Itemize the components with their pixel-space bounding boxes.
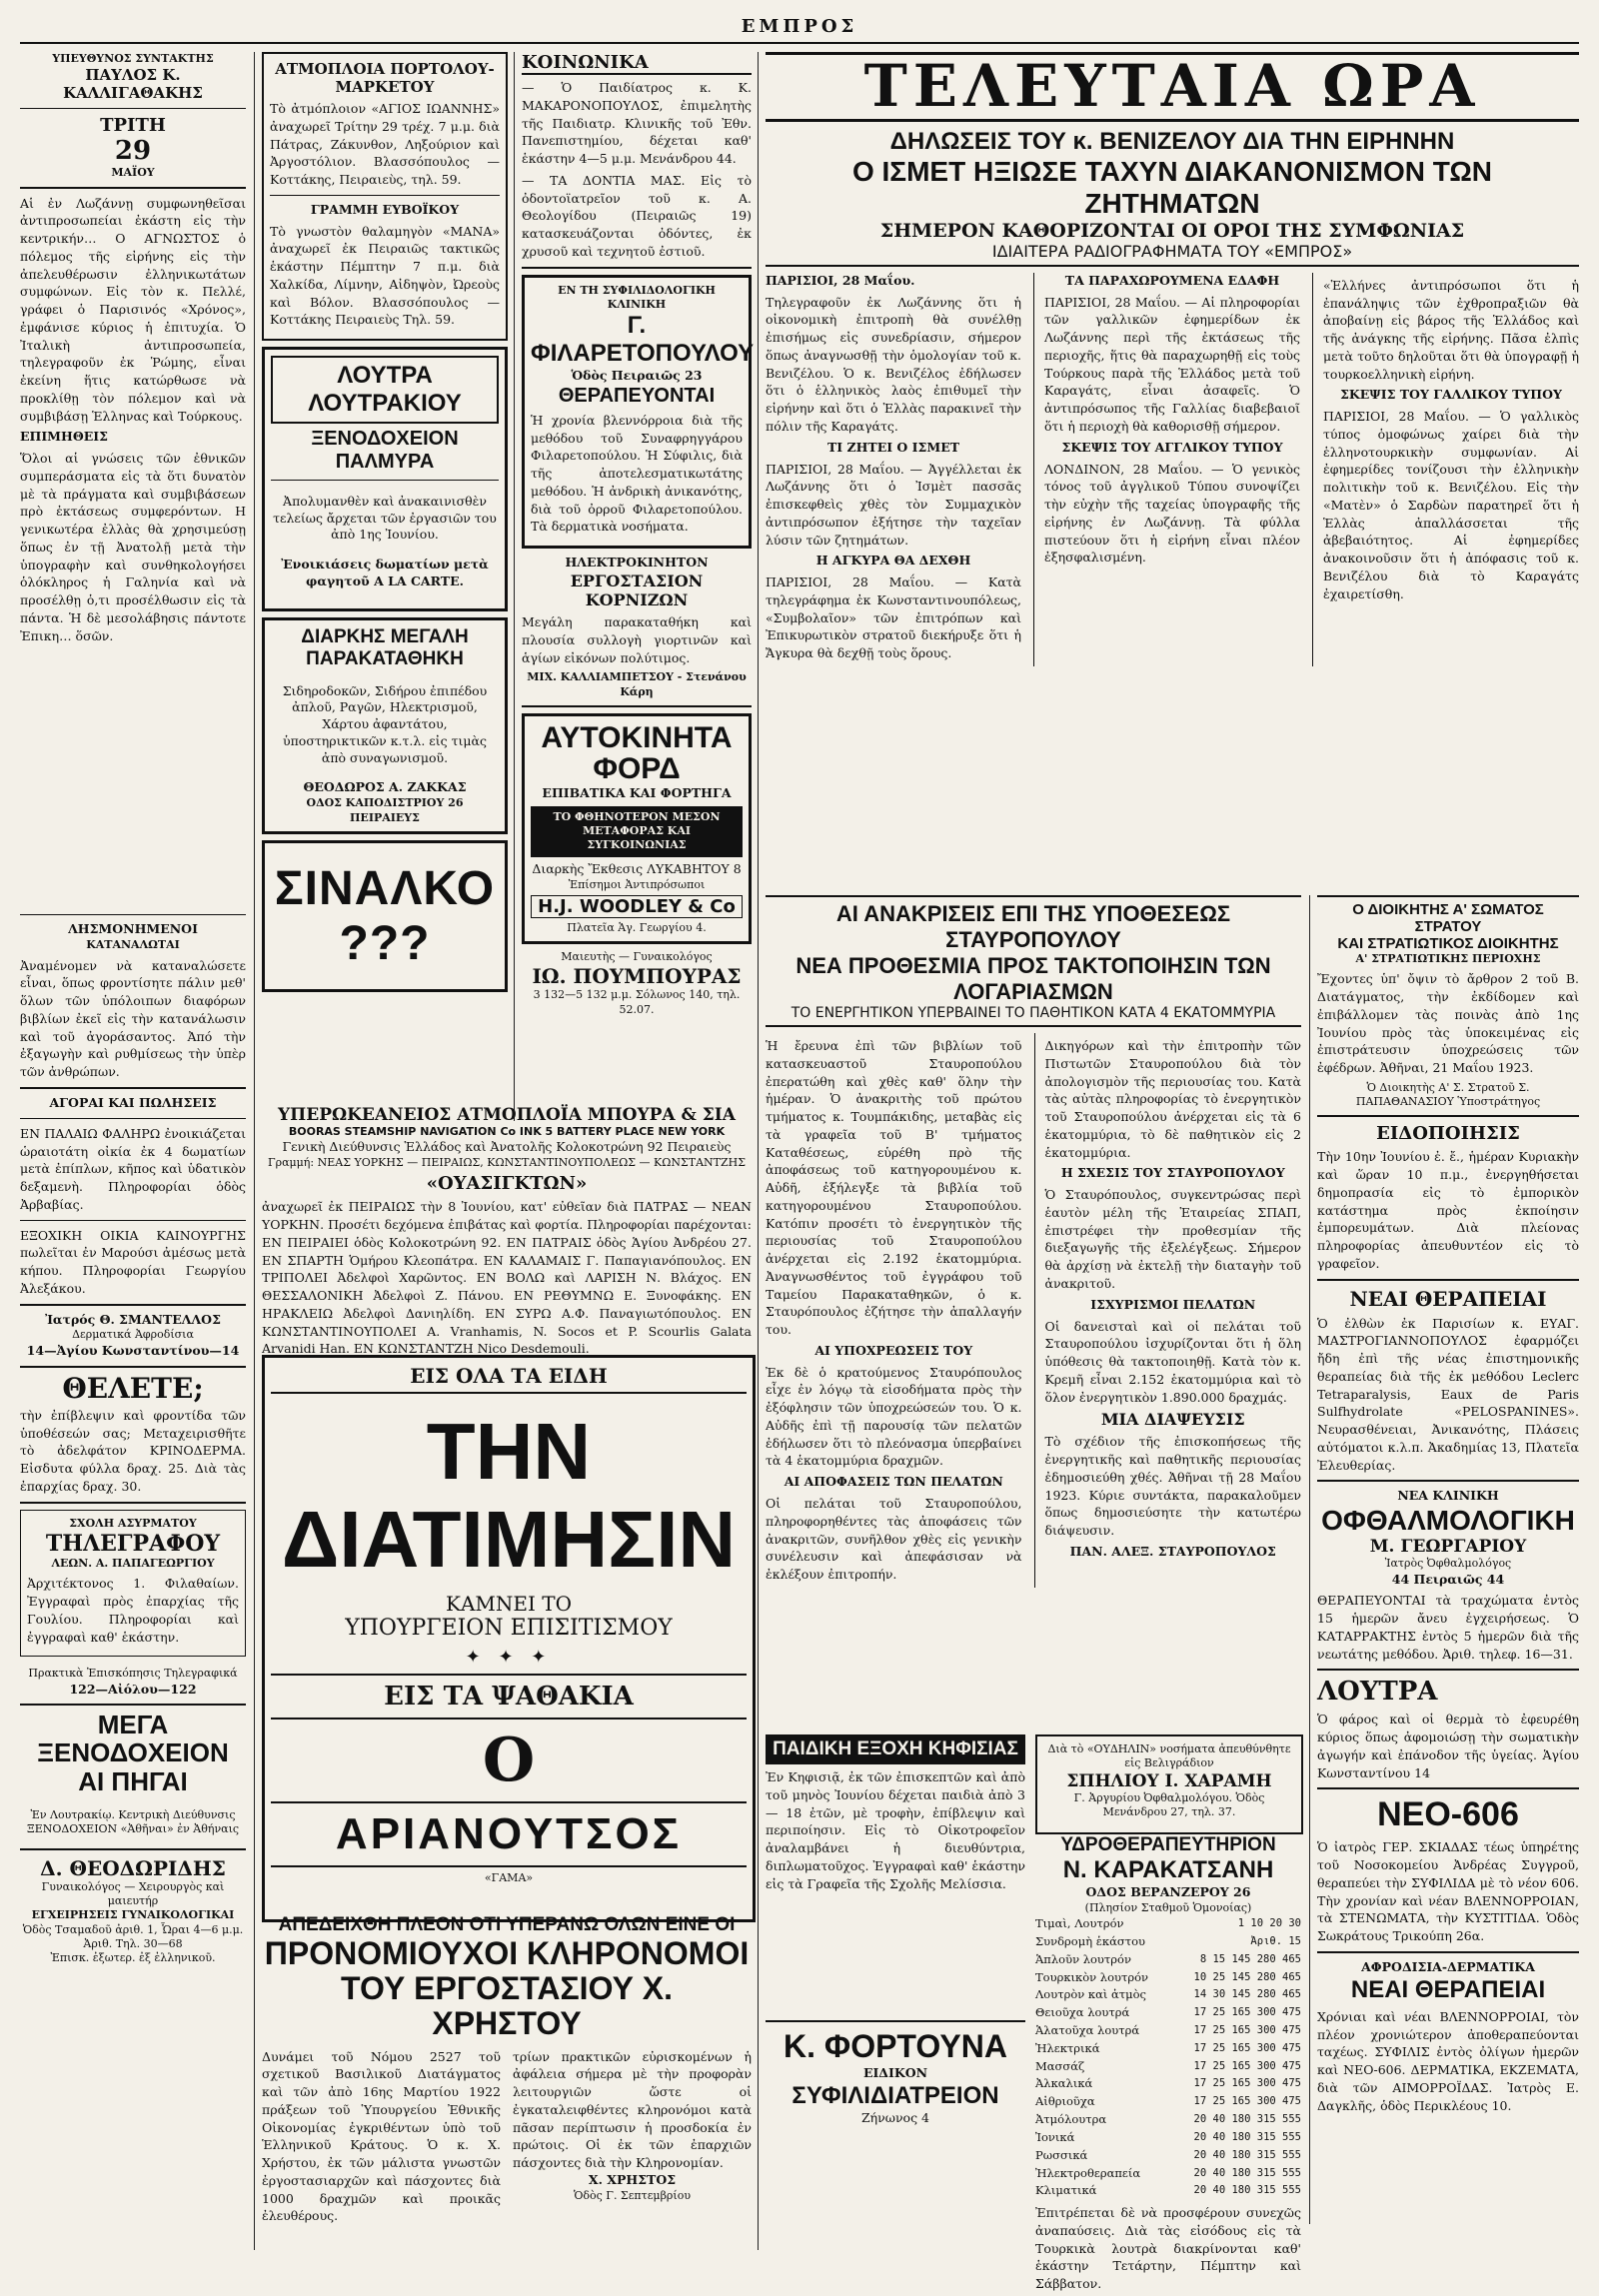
spa-pre: Διὰ τὸ «ΟΥΔΗΛΙΝ» νοσήματα ἀπευθύνθητε εἰς Βελιγράδιον xyxy=(1047,1742,1291,1770)
doctor-smantellos-addr: 14—Ἀγίου Κωνσταντίνου—14 xyxy=(26,1342,240,1358)
hydro-title: ΥΔΡΟΘΕΡΑΠΕΥΤΗΡΙΟΝ xyxy=(1060,1834,1276,1855)
hydro-price-label: Ἁπλοῦν λουτρόν xyxy=(1035,1951,1131,1966)
column-left xyxy=(20,52,246,2250)
hydro-addr: ΟΔΟΣ ΒΕΡΑΝΖΕΡΟΥ 26 xyxy=(1085,1884,1251,1899)
stav-a-sub2: ΑΙ ΑΠΟΦΑΣΕΙΣ ΤΩΝ ΠΕΛΑΤΩΝ xyxy=(784,1474,1003,1490)
doctor-smantellos-line: Δερματικά Ἀφροδίσια xyxy=(72,1328,194,1342)
loutra-text: Ἀπολυμανθὲν καὶ ἀνακαινισθὲν τελείως ἄρχεται τῶν ἐργασιῶν του ἀπὸ 1ης Ἰουνίου. xyxy=(273,493,497,543)
hydro-price-values: 17 25 165 300 475 xyxy=(1193,2006,1301,2019)
news-b-sub2: ΣΚΕΨΙΣ ΤΟΥ ΑΓΓΛΙΚΟΥ ΤΥΠΟΥ xyxy=(1061,439,1283,455)
storage-text: Σιδηροδοκῶν, Σιδήρου ἐπιπέδου ἀπλοῦ, Ραγῶν, Ηλεκτρισμοῦ, Χάρτου ἀφαντάτου, ὑποστηρικτικῶν κ.τ.λ. εἰς τιμὰς ἀπὸ συναγωνισμοῦ. xyxy=(282,682,488,765)
sinalko-ad: ΣΙΝΑΛΚΟ ??? xyxy=(262,840,508,992)
hydro-price-label: Ἰονικά xyxy=(1035,2129,1075,2144)
stav-b-sub3: ΜΙΑ ΔΙΑΨΕΥΣΙΣ xyxy=(1100,1410,1245,1430)
line-evvoikou-title: ΓΡΑΜΜΗ ΕΥΒΟΪΚΟΥ xyxy=(310,201,460,217)
blank-space xyxy=(20,648,246,908)
hotel-title: ΜΕΓΑ ΞΕΝΟΔΟΧΕΙΟΝ xyxy=(37,1710,229,1767)
hydro-price-row xyxy=(1035,2075,1301,2093)
stav-a-sub: ΑΙ ΥΠΟΧΡΕΩΣΕΙΣ ΤΟΥ xyxy=(814,1342,973,1358)
social-text: — Ὁ Παιδίατρος κ. Κ. ΜΑΚΑΡΟΝΟΠΟΥΛΟΣ, ἐπιμελητὴς τῆς Παιδιατρ. Κλινικῆς τοῦ Ἐθν. Πανεπιστημίου, δέχεται καθ' ἑκάστην 4—5 μ.μ. Μενάνδρου 44. xyxy=(522,80,752,166)
thelete-title: ΘΕΛΕΤΕ; xyxy=(62,1371,204,1405)
ari-brand: ΑΡΙΑΝΟΥΤΣΟΣ xyxy=(271,1801,747,1867)
mil-sign: Ὁ Διοικητὴς Α' Σ. Στρατοῦ Σ. ΠΑΠΑΘΑΝΑΣΙΟΥ Ὑποστράτηγος xyxy=(1355,1080,1541,1109)
ship-portolou-title: ΑΤΜΟΠΛΟΙΑ ΠΟΡΤΟΛΟΥ-ΜΑΡΚΕΤΟΥ xyxy=(275,60,495,96)
hydro-price-label: Αἰθριοῦχα xyxy=(1035,2094,1095,2109)
doctor-theodoridis-name: Δ. ΘΕΟΔΩΡΙΔΗΣ xyxy=(40,1855,226,1880)
cars-rep: Ἐπίσημοι Ἀντιπρόσωποι xyxy=(568,877,706,891)
hydro-price-row xyxy=(1035,1933,1301,1951)
stav-h1: ΑΙ ΑΝΑΚΡΙΣΕΙΣ ΕΠΙ ΤΗΣ ΥΠΟΘΕΣΕΩΣ ΣΤΑΥΡΟΠΟΥΛΟΥ xyxy=(766,895,1301,953)
news-c-text2: ΠΑΡΙΣΙΟΙ, 28 Μαΐου. — Ὁ γαλλικὸς τύπος ὁμοφώνως χαίρει διὰ τὴν ἑλληνοτουρκικὴν συμφωνίαν. Αἱ ἐφημερίδες τονίζουσι τὴν ἐλληνικὴν πολιτικὴν τοῦ κ. Βενιζέλου. Εἰς τὴν «Ματὲν» ὁ Σαρδὼν παρατηρεῖ ὅτι ἡ Ἑλλὰς ἀπαλλάσσεται τῆς ἀβεβαιότητος. Αἱ ἐφημερίδες ἀνακοινοῦσιν ὅτι ἡ ἀπόφασις τοῦ κ. Βενιζέλου διὰ τὸ Καραγάτς ἐχαιρετίσθη. xyxy=(1323,409,1579,601)
midwife-line: Μαιευτὴς — Γυναικολόγος xyxy=(561,950,713,964)
hydro-price-label: Θειοῦχα λουτρά xyxy=(1035,2005,1130,2020)
clinic-heal: ΘΕΡΑΠΕΥΟΝΤΑΙ xyxy=(558,384,716,407)
mpoura-ship: «ΟΥΑΣΙΓΚΤΩΝ» xyxy=(426,1173,588,1195)
hydro-price-values: 17 25 165 300 475 xyxy=(1193,2095,1301,2108)
hydro-price-values: 17 25 165 300 475 xyxy=(1193,2041,1301,2054)
hydro-price-row xyxy=(1035,1915,1301,1933)
eye-addr: 44 Πειραιῶς 44 xyxy=(1391,1571,1505,1587)
hydro-price-values: 17 25 165 300 475 xyxy=(1193,2077,1301,2090)
hydro-price-label: Μασσάζ xyxy=(1035,2058,1085,2073)
hydro-price-values: 10 25 145 280 465 xyxy=(1193,1970,1301,1983)
social-title: ΚΟΙΝΩΝΙΚΑ xyxy=(522,52,752,75)
editor-name: ΠΑΥΛΟΣ Κ. ΚΑΛΛΙΓΑΘΑΚΗΣ xyxy=(63,66,203,103)
masthead xyxy=(20,16,1579,44)
ad-lesmonimenoi-sub: ΚΑΤΑΝΑΛΩΤΑΙ xyxy=(86,938,180,952)
cars-sub: ΕΠΙΒΑΤΙΚΑ ΚΑΙ ΦΟΡΤΗΓΑ xyxy=(542,784,732,800)
neo606-title: ΝΕΟ-606 xyxy=(1377,1795,1519,1834)
school-title: ΣΧΟΛΗ ΑΣΥΡΜΑΤΟΥ xyxy=(69,1516,197,1530)
hydro-price-values: Ἀριθ. 15 xyxy=(1250,1934,1301,1947)
notice-text: Τὴν 10ην Ἰουνίου ἐ. ἔ., ἡμέραν Κυριακὴν καὶ ὥραν 10 π.μ., ἐνεργηθήσεται δημοπρασία εἰς τὸ ἐμπορικὸν κατάστημα πρὸς ἐκποίησιν ἐμπορευμάτων. Διὰ πλείονας πληροφορίας ἀπευθυντέον εἰς τὸ γραφεῖον. xyxy=(1317,1149,1579,1271)
issue-date: 29 xyxy=(114,136,152,167)
heirs-sign-addr: Ὁδὸς Γ. Σεπτεμβρίου xyxy=(573,2188,692,2202)
ad-fortouna xyxy=(766,2014,1025,2234)
eye-line: Ἰατρὸς Ὀφθαλμολόγος xyxy=(1384,1557,1512,1571)
neai-title: ΝΕΑΙ ΘΕΡΑΠΕΙΑΙ xyxy=(1349,1286,1547,1311)
stav-a-text3: Οἱ πελάται τοῦ Σταυροπούλου, πληροφορηθέντες τὰς ἀποφάσεις τῶν ἀνακριτῶν, συνῆλθον χθὲς εἰς γενικὴν συνέλευσιν καὶ ἀπεφάσισαν νὰ ἐκλέξουν ἐπιτροπήν. xyxy=(766,1496,1022,1582)
ari-line4: Ο xyxy=(482,1725,536,1795)
hydro-price-row xyxy=(1035,2040,1301,2058)
headline-venizelos: ΔΗΛΩΣΕΙΣ ΤΟΥ κ. ΒΕΝΙΖΕΛΟΥ ΔΙΑ ΤΗΝ ΕΙΡΗΝΗΝ xyxy=(889,127,1455,155)
column-right-lower xyxy=(1317,895,1579,2224)
midwife-addr: 3 132—5 132 μ.μ. Σόλωνος 140, τηλ. 52.07. xyxy=(533,988,741,1016)
hydro-price-label: Τουρκικὸν λουτρόν xyxy=(1035,1969,1149,1984)
clinic-addr: Ὁδὸς Πειραιῶς 23 xyxy=(571,368,703,384)
hydro-price-row xyxy=(1035,2129,1301,2147)
hydro-price-row xyxy=(1035,2111,1301,2129)
editor-label: ΥΠΕΥΘΥΝΟΣ ΣΥΝΤΑΚΤΗΣ xyxy=(52,52,214,65)
line-evvoikou-text: Τὸ γνωστὸν θαλαμηγὸν «ΜΑΝΑ» ἀναχωρεῖ ἐκ Πειραιῶς τακτικῶς ἑκάστην Πέμπτην 7 π.μ. διὰ Χαλκίδα, Λίμνην, Αἰδηψὸν, Ὠρεοὺς καὶ Βόλον. Βλασσόπουλος — Κοττάκης Πειραιεὺς Τηλ. 59. xyxy=(270,223,500,328)
heirs-title2: ΠΡΟΝΟΜΙΟΥΧΟΙ ΚΛΗΡΟΝΟΜΟΙ xyxy=(264,1935,750,1971)
mpoura-en-line: BOORAS STEAMSHIP NAVIGATION Co INK 5 BATTERY PLACE NEW YORK xyxy=(288,1125,726,1138)
headline-radiograms: ΙΔΙΑΙΤΕΡΑ ΡΑΔΙΟΓΡΑΦΗΜΑΤΑ ΤΟΥ «ΕΜΠΡΟΣ» xyxy=(766,242,1579,267)
school-name: ΤΗΛΕΓΡΑΦΟΥ xyxy=(45,1531,221,1557)
article-lozanne: Αἱ ἐν Λωζάννῃ συμφωνηθεῖσαι ἀντιπροσωπείαι ἐκάστη εἰς τὴν κεντρικήν… Ο ΑΓΝΩΣΤΟΣ ὁ πόλεμος τῆς εἰρήνης εἰς τὴν ἀπελευθέρωσιν ἐλληνικωτάτων συμφώνων. Εἰς τὸν κ. Πελλέ, γράφει ὁ Παρισινός «Χρόνος», ἐμφάνισε κύριος ἡ ἐπιτυχία. Ὁ Ἰταλικὴ ἀντιπροσωπεία, τηλεγραφοῦν ἐκ Ῥώμης, εἶναι ἐκείνη ἥτις κατώρθωσε νὰ προκλίθῃ τὸν πόλεμον καὶ νὰ συμβιβάσῃ Ἑλληνας καὶ Τούρκους. xyxy=(20,195,246,424)
banner-teleftaia-ora: ΤΕΛΕΥΤΑΙΑ ΩΡΑ xyxy=(766,52,1579,122)
derm-text: Χρόνιαι καὶ νέαι ΒΛΕΝΝΟΡΡΟΙΑΙ, τὸν πλέον χρονιώτερον ἀποθεραπεύονται ταχέως. ΣΥΦΙΛΙΣ ἐντὸς ὀλίγων ἡμερῶν καὶ ΝΕΟ-606. ΔΕΡΜΑΤΙΚΑ, ΕΚΖΕΜΑΤΑ, διὰ τῶν ΑΙΜΟΡΡΟΪΔΑΣ. Ἰατρὸς Ε. Δαγκλῆς, ὁδὸς Περικλέους 10. xyxy=(1317,2008,1579,2113)
derm-title: ΑΦΡΟΔΙΣΙΑ-ΔΕΡΜΑΤΙΚΑ xyxy=(1361,1958,1535,1974)
stavropoulos-section xyxy=(766,895,1301,1715)
hydro-price-row xyxy=(1035,1969,1301,1987)
eye-pre: ΝΕΑ ΚΛΙΝΙΚΗ xyxy=(1397,1488,1499,1504)
ad-lesmonimenoi-text: Ἀναμένομεν νὰ καταναλώσετε εἶναι, ὅπως φροντίσητε πάλιν μεθ' ὅλων τῶν ὑπόλοιπων διαφόρων βιβλίων ἐκεῖ εἰς τὴν κατανάλωσιν καὶ τοῦ ἀγοράσαντος. Ἀπό τὴν ἐξαγωγὴν καὶ ρυθμίσεως τὴν ὑπὲρ τῶν ἀνθρώπων. xyxy=(20,957,246,1080)
ari-tag: «ΓΑΜΑ» xyxy=(484,1871,534,1884)
heirs-text-right: τρίων πρακτικῶν εὐρισκομένων ἡ ἀφάλεια σήμερα μὲ τὴν προφορὰν λειτουργιῶν ὥστε οἱ ἐγκαταλειφθέντες κληρονόμοι κατὰ πᾶσαν περίπτωσιν ἡ προσδοκία ἐν πρώτοις. Οἱ ἐκ τῶν ἐπαρχιῶν πάσχοντες διὰ τὴν Κληρονομίαν. xyxy=(513,2048,752,2171)
column-ads-3 xyxy=(522,52,755,1091)
hydro-price-values: 1 10 20 30 xyxy=(1237,1917,1301,1930)
hydro-sub: (Πλησίον Σταθμοῦ Ὁμονοίας) xyxy=(1084,1900,1252,1914)
stav-b-sub2: ΙΣΧΥΡΙΣΜΟΙ ΠΕΛΑΤΩΝ xyxy=(1090,1296,1256,1312)
news-c-text1: «Ἑλλήνες ἀντιπρόσωποι ὅτι ἡ ἐπανάληψις τῶν ἐχθροπραξιῶν θὰ ἀποβαίνῃ εἰς βάρος τῆς Ἑλλάδος καὶ τῆς ἀνάγκης τῆς εἰρήνης. Πᾶσα ἐλπὶς μετὰ τοῦτο δηλοῦται ὅτι θὰ ὑπογραφῇ ἡ τουρκοελληνικὴ εἰρήνη. xyxy=(1323,277,1579,382)
ad-charamis xyxy=(1035,1734,1303,1834)
midwife-name: ΙΩ. ΠΟΥΜΠΟΥΡΑΣ xyxy=(532,964,742,989)
loutra2-text: Ὁ φάρος καὶ οἱ θερμὰ τὸ ἐφευρέθη κύριος ὅπως ἀφομοιώσῃ τὴν σωματικὴν ἀγωγήν καὶ ἐπάνοδον τῆς ὑγείας. Ἁγίου Κωνσταντίνου 14 xyxy=(1317,1712,1579,1780)
loutra2-title: ΛΟΥΤΡΑ xyxy=(1317,1677,1438,1708)
stav-h3: ΤΟ ΕΝΕΡΓΗΤΙΚΟΝ ΥΠΕΡΒΑΙΝΕΙ ΤΟ ΠΑΘΗΤΙΚΟΝ ΚΑΤΑ 4 ΕΚΑΤΟΜΜΥΡΙΑ xyxy=(766,1005,1301,1027)
headline-terms: ΣΗΜΕΡΟΝ ΚΑΘΟΡΙΖΟΝΤΑΙ ΟΙ ΟΡΟΙ ΤΗΣ ΣΥΜΦΩΝΙΑΣ xyxy=(879,219,1465,242)
column-rule xyxy=(514,52,515,1121)
cars-exhibit: Διαρκὴς Ἔκθεσις ΛΥΚΑΒΗΤΟΥ 8 xyxy=(532,860,742,876)
column-rule xyxy=(1309,895,1310,2224)
ari-line2: ΥΠΟΥΡΓΕΙΟΝ ΕΠΙΣΙΤΙΣΜΟΥ xyxy=(345,1616,673,1641)
clinic-name: Γ. ΦΙΛΑΡΕΤΟΠΟΥΛΟΥ xyxy=(531,312,755,368)
notice-title: ΕΙΔΟΠΟΙΗΣΙΣ xyxy=(1376,1123,1520,1145)
ad-mpoura-shipping xyxy=(262,1105,752,1357)
fortouna-line: ΕΙΔΙΚΟΝ xyxy=(862,2065,928,2080)
storage-name: ΘΕΟΔΩΡΟΣ Α. ΖΑΚΚΑΣ xyxy=(303,779,467,795)
neai-text: Ὁ ἐλθὼν ἐκ Παρισίων κ. ΕΥΑΓ. ΜΑΣΤΡΟΓΙΑΝΝΟΠΟΥΛΟΣ ἐφαρμόζει ἤδη ἐπὶ τῆς νέας ἐπιστημονικῆς θεραπείας διὰ τῆς ἐκ μεθόδου Leclerc Tetraparalysis, Eaux de Paris Sulfhydrolate «PELOSPANINES». Νευρασθένειαι, Ἀνικανότης, Πλάσεις αὐτόματοι κ.λ.π. Ἀκαδημίας 13, Πλατεῖα Ἐλευθερίας. xyxy=(1317,1315,1579,1473)
ari-line1: ΚΑΜΝΕΙ ΤΟ xyxy=(446,1592,572,1616)
hydro-price-label: Ἀτμόλουτρα xyxy=(1035,2112,1107,2127)
masthead-title: ΕΜΠΡΟΣ xyxy=(741,16,858,37)
stav-a-text2: Ἐκ δὲ ὁ κρατούμενος Σταυρόπουλος εἶχε ἐν λόγῳ τὰ εἰσοδήματα πρὸς τὴν ἐξόφλησιν τῶν ὑποχρεώσεών του. Ὁ κ. Αὐδῆς ἐπὶ τῇ παρουσίᾳ τῶν πελατῶν ἐδήλωσεν ὅτι τὸ πλεόνασμα ὑπερβαίνει τὰ 4 ἑκατομμύρια δραχμῶν. xyxy=(766,1364,1022,1469)
hydro-price-values: 17 25 165 300 475 xyxy=(1193,2059,1301,2072)
mil-title3: Α' ΣΤΡΑΤΙΩΤΙΚΗΣ ΠΕΡΙΟΧΗΣ xyxy=(1355,952,1541,965)
practical-label: Πρακτικὰ Ἐπισκόπησις Τηλεγραφικά xyxy=(28,1667,238,1681)
column-ads-2 xyxy=(262,52,508,1091)
loutra-food: Ἐνοικιάσεις δωματίων μετὰ φαγητοῦ A LA CARTE. xyxy=(281,556,489,588)
ornament: ✦ ✦ ✦ xyxy=(465,1647,553,1668)
subhead-epimitheis: ΕΠΙΜΗΘΕΙΣ xyxy=(20,429,108,445)
mpoura-text: ἀναχωρεῖ ἐκ ΠΕΙΡΑΙΩΣ τὴν 8 Ἰουνίου, κατ' εὐθεῖαν διὰ ΠΑΤΡΑΣ — ΝΕΑΝ ΥΟΡΚΗΝ. Προσέτι δεχόμενα ἐπιβάτας καὶ φορτία. Πληροφορίαι παρέχονται: ΕΝ ΠΕΙΡΑΙΕΙ ὁδὸς Κολοκοτρώνη 92. ΕΝ ΠΑΤΡΑΙΣ ὁδὸς Ἁγίου Ἀνδρέου 27. ΕΝ ΣΠΑΡΤΗ Ὁμήρου Κλεοπάτρα. ΕΝ ΚΑΛΑΜΑΙΣ Γ. Παπαγιανόπουλος. ΕΝ ΤΡΙΠΟΛΕΙ Ἀδελφοὶ Χαρῶντος. ΕΝ ΒΟΛΩ καὶ ΛΑΡΙΣΗ Ν. Βλάχος. ΕΝ ΘΕΣΣΑΛΟΝΙΚΗ Ἀδελφοὶ Ζ. Πάνου. ΕΝ ΡΕΘΥΜΝΩ Ε. Ξυνοφάκης. ΕΝ ΗΡΑΚΛΕΙΩ Ἀδελφοὶ Δανιηλίδη. ΕΝ ΣΥΡΩ Α.Φ. Παναγιωτόπουλος. ΕΝ ΚΩΝΣΤΑΝΤΙΝΟΥΠΟΛΕΙ A. Vranhamis, N. Socos et P. Scourlis Galata Arvanidi Han. ΕΝ ΚΩΝΣΤΑΝΤΖΗ Nico Desdemouli. xyxy=(262,1199,752,1357)
hydro-price-row xyxy=(1035,2147,1301,2165)
fortouna-title: ΣΥΦΙΛΙΔΙΑΤΡΕΙΟΝ xyxy=(792,2081,999,2109)
hydro-price-label: Ρωσσικά xyxy=(1035,2147,1088,2162)
dental-text: — ΤΑ ΔΟΝΤΙΑ ΜΑΣ. Εἰς τὸ ὀδοντοϊατρεῖον τοῦ κ. Α. Θεολογίδου (Πειραιῶς 19) κατασκευάζονται ὀδόντες, ἐκ χρυσοῦ καὶ τεχνητοῦ ἐστιοῦ. xyxy=(522,172,752,259)
hydro-price-values: 20 40 180 315 555 xyxy=(1193,2166,1301,2179)
neo606-text: Ὁ ἰατρὸς ΓΕΡ. ΣΚΙΑΔΑΣ τέως ὑπηρέτης τοῦ Νοσοκομείου Ἀνδρέας Συγγροῦ, θεραπεύει τὴν ΣΥΦΙΛΙΔΑ μὲ τὸ νέον 606. Τὴν χρονίαν καὶ νέαν ΒΛΕΝΝΟΡΡΟΙΑΝ, τὰ ΣΤΕΝΩΜΑΤΑ, τὴν ΚΥΣΤΙΤΙΔΑ. Ὁδὸς Σωκράτους Τρικούπη 26α. xyxy=(1317,1839,1579,1944)
hydro-price-values: 17 25 165 300 475 xyxy=(1193,2024,1301,2037)
article-epimitheis: Ὅλοι αἱ γνώσεις τῶν ἐθνικῶν συμπεράσματα εἰς τὰ ὅτι δυνατὸν μὲ τὰ πράγματα καὶ συμβιβάσεων πρὸ ἐκτάσεως συμφερόντων. Η γενικωτέρα ἐλλὰς θὰ χρησιμεύσῃ ὅπως ἐν τῇ Ἀνατολῇ μετὰ τὴν ὑπογραφὴν καὶ συνθηκολογήσει ὁλόκληρος ἡ Γαληνία καὶ νὰ προσέλθῃ ὁ,τι προσέλθωσιν εἰς τὰ πάντα. Ἡ δὲ μεσολάβησις πάντοτε Ἐπικη… ὅσῶν. xyxy=(20,451,246,643)
fortouna-name: Κ. ΦΟΡΤΟΥΝΑ xyxy=(784,2028,1007,2064)
hydro-price-label: Λουτρὸν καὶ ἀτμὸς xyxy=(1035,1987,1146,2002)
stav-b-text2: Ὁ Σταυρόπουλος, συγκεντρώσας περὶ ἑαυτὸν μέλη τῆς Ἑταιρείας ΣΠΑΠ, ἐπιστρέφει τὴν προθεσμίαν τῆς διεξαγωγῆς τῆς ἐξελέγξεως. Σήμερον θὰ ἀρχίσῃ νὰ ἐκτελῇ τὴν διαταγὴν τοῦ ἀνακριτοῦ. xyxy=(1044,1187,1301,1291)
hydro-price-row xyxy=(1035,2093,1301,2111)
tram-name: ΜΙΧ. ΚΑΛΛΙΑΜΠΕΤΣΟΥ - Στενάνου Κάρη xyxy=(527,670,747,698)
column-rule xyxy=(758,52,759,2250)
hydro-price-values: 8 15 145 280 465 xyxy=(1199,1952,1301,1965)
hotel-sub: ΑΙ ΠΗΓΑΙ xyxy=(78,1766,188,1797)
tram-text: Μεγάλη παρακαταθήκη καὶ πλουσία συλλογὴ γιορτινῶν καὶ ἁγίων εἰκόνων πολύτιμος. xyxy=(522,614,752,665)
stav-b-sub1: Η ΣΧΕΣΙΣ ΤΟΥ ΣΤΑΥΡΟΠΟΥΛΟΥ xyxy=(1060,1165,1285,1181)
practical-addr: 122—Αἰόλου—122 xyxy=(69,1681,197,1697)
hydro-price-row xyxy=(1035,1986,1301,2004)
news-b-text1: ΠΑΡΙΣΙΟΙ, 28 Μαΐου. — Αἱ πληροφορίαι τῶν γαλλικῶν ἐφημερίδων ἐκ Λωζάννης περὶ τῆς ἐκτάσεως τῆς περιοχῆς, ἥτις θὰ παραχωρηθῇ εἰς τοὺς Τούρκους παρὰ τῆς Ἑλλάδος μετὰ τοῦ Καραγάτς, εἶναι ἀσαφεῖς. Ὁ ἀντιπρόσωπος τῆς Γαλλίας διαβεβαιοῖ ὅτι ἡ περιοχὴ θὰ καθορισθῇ σήμερον. xyxy=(1044,294,1300,434)
stav-h2: ΝΕΑ ΠΡΟΘΕΣΜΙΑ ΠΡΟΣ ΤΑΚΤΟΠΟΙΗΣΙΝ ΤΩΝ ΛΟΓΑΡΙΑΣΜΩΝ xyxy=(796,953,1271,1004)
spa-text: Γ. Ἀργυρίου Ὀφθαλμολόγου. Ὁδὸς Μενάνδρου 27, τηλ. 37. xyxy=(1073,1790,1265,1818)
ad-hydrotherapy xyxy=(1035,1834,1301,2292)
school-person: ΛΕΩΝ. Α. ΠΑΠΑΓΕΩΡΓΙΟΥ xyxy=(51,1557,215,1570)
issue-day: ΤΡΙΤΗ xyxy=(100,115,166,137)
thelete-text: τὴν ἐπίβλεψιν καὶ φροντίδα τῶν ὑποθέσεών σας; Μεταχειρισθῆτε τὸ ἀδελφάτον ΚΡΙΝΟΔΕΡΜΑ. Εἰσδυτα φύλλα δραχ. 25. Διὰ τὰς ἐπαρχίας δραχ. 30. xyxy=(20,1407,246,1494)
derm-sub: ΝΕΑΙ ΘΕΡΑΠΕΙΑΙ xyxy=(1350,1975,1546,2003)
agorai-title: ΑΓΟΡΑΙ ΚΑΙ ΠΩΛΗΣΕΙΣ xyxy=(49,1094,217,1110)
mpoura-route: Γραμμή: ΝΕΑΣ ΥΟΡΚΗΣ — ΠΕΙΡΑΙΩΣ, ΚΩΝΣΤΑΝΤΙΝΟΥΠΟΛΕΩΣ — ΚΩΝΣΤΑΝΤΖΗΣ xyxy=(267,1156,746,1170)
ari-line3: ΕΙΣ ΤΑ ΨΑΘΑΚΙΑ xyxy=(271,1674,747,1720)
stav-b-sign: ΠΑΝ. ΑΛΕΞ. ΣΤΑΥΡΟΠΟΥΛΟΣ xyxy=(1069,1543,1276,1559)
mil-title1: Ο ΔΙΟΙΚΗΤΗΣ Α' ΣΩΜΑΤΟΣ ΣΤΡΑΤΟΥ xyxy=(1317,895,1579,935)
headline-ismet: Ο ΙΣΜΕΤ ΗΞΙΩΣΕ ΤΑΧΥΝ ΔΙΑΚΑΝΟΝΙΣΜΟΝ ΤΩΝ ΖΗΤΗΜΑΤΩΝ xyxy=(851,155,1493,219)
hydro-price-label: Ἠλεκτροθεραπεία xyxy=(1035,2165,1141,2180)
hydro-price-values: 14 30 145 280 465 xyxy=(1193,1988,1301,2001)
spa-title: ΣΠΗΛΙΟΥ Ι. ΧΑΡΑΜΗ xyxy=(1066,1770,1272,1791)
heirs-sign: Χ. ΧΡΗΣΤΟΣ xyxy=(588,2171,677,2187)
kifisia-title: ΠΑΙΔΙΚΗ ΕΞΟΧΗ ΚΗΦΙΣΙΑΣ xyxy=(766,1734,1025,1764)
eye-heal: ΘΕΡΑΠΕΥΟΝΤΑΙ τὰ τραχώματα ἐντὸς 15 ἡμερῶν ἄνευ ἐγχειρήσεως. Ὁ ΚΑΤΑΡΡΑΚΤΗΣ ἐντὸς 5 ἡμερῶν διὰ τῆς νεωτάτης μεθόδου. Ἀριθ. τηλεφ. 16—31. xyxy=(1317,1593,1579,1662)
doctor-theodoridis-note: Ἐπισκ. ἐξωτερ. ἐξ ἐλληνικοῦ. xyxy=(50,1951,216,1965)
agorai-text-1: ΕΝ ΠΑΛΑΙΩ ΦΑΛΗΡΩ ἐνοικιάζεται ὡραιοτάτη οἰκία ἐκ 4 δωματίων μετὰ ἐπίπλων, κῆπος καὶ ὑδατικὸν δεξαμενὴ. Πληροφορίαι ὁδὸς Ἀρβαβίας. xyxy=(20,1125,246,1212)
column-rule xyxy=(254,52,255,2250)
mpoura-title: ΥΠΕΡΩΚΕΑΝΕΙΟΣ ΑΤΜΟΠΛΟΪΑ ΜΠΟΥΡΑ & ΣΙΑ xyxy=(278,1105,736,1125)
heirs-text-left: Δυνάμει τοῦ Νόμου 2527 τοῦ σχετικοῦ Βασιλικοῦ Διατάγματος καὶ τῶν ἀπὸ 16ης Μαρτίου 1922 πράξεων τοῦ Ὑπουργείου Ἐθνικῆς Οἰκονομίας ἐγκριθέντων ὑπὸ τοῦ Ἑλληνικοῦ Κράτους. Ὁ κ. Χ. Χρήστου, ἐκ τῶν μάλιστα γνωστῶν ἐργοστασιαρχῶν καὶ πάσχοντες διὰ 1000 δραχμῶν καὶ προικᾶς ἐλευθέρους. xyxy=(262,2048,501,2224)
hydro-price-label: Τιμαὶ, Λουτρόν xyxy=(1035,1916,1124,1931)
hydro-price-label: Συνδρομὴ ἑκάστου xyxy=(1035,1933,1145,1948)
hydro-price-row xyxy=(1035,2022,1301,2040)
heirs-title3: ΤΟΥ ΕΡΓΟΣΤΑΣΙΟΥ Χ. ΧΡΗΣΤΟΥ xyxy=(340,1970,674,2042)
news-b-sub1: ΤΑ ΠΑΡΑΧΩΡΟΥΜΕΝΑ ΕΔΑΦΗ xyxy=(1064,272,1280,288)
hydro-price-label: Ἠλεκτρικά xyxy=(1035,2040,1100,2055)
eye-title: ΟΦΘΑΛΜΟΛΟΓΙΚΗ xyxy=(1321,1505,1575,1537)
hydro-name: Ν. ΚΑΡΑΚΑΤΣΑΝΗ xyxy=(1062,1856,1274,1883)
loutra-hotel: ΞΕΝΟΔΟΧΕΙΟΝ ΠΑΛΜΥΡΑ xyxy=(311,428,459,474)
kifisia-text: Ἐν Κηφισιᾷ, ἐκ τῶν ἐπισκεπτῶν καὶ ἀπὸ τοῦ μηνὸς Ἰουνίου δέχεται παιδιὰ ἀπὸ 3 — 18 ἐτῶν, μὲ τροφὴν, ἐπίβλεψιν καὶ περιποίησιν. Εἰς τὸ Οἰκοτροφεῖον ἀναλαμβάνει ἡ διευθύντρια, διπλωματοῦχος. Ἐγγραφαὶ καθ' ἑκάστην εἰς τὰ Γραφεῖα τῆς Σχολῆς Μελίσσια. xyxy=(766,1769,1025,1891)
loutra-title: ΛΟΥΤΡΑ ΛΟΥΤΡΑΚΙΟΥ xyxy=(271,356,499,424)
hydro-price-label: Κλιματικά xyxy=(1035,2183,1097,2198)
dateline-paris-a: ΠΑΡΙΣΙΟΙ, 28 Μαΐου. xyxy=(766,272,915,288)
clinic-pre: ΕΝ ΤΗ ΣΥΦΙΛΙΔΟΛΟΓΙΚΗ ΚΛΙΝΙΚΗ xyxy=(558,283,716,311)
fortouna-addr: Ζήνωνος 4 xyxy=(860,2109,930,2125)
ad-kifisia xyxy=(766,1734,1025,1994)
cars-addr: Πλατεῖα Ἁγ. Γεωργίου 4. xyxy=(567,920,707,934)
hydro-price-row xyxy=(1035,2182,1301,2200)
hydro-price-values: 20 40 180 315 555 xyxy=(1193,2184,1301,2197)
hydro-price-row xyxy=(1035,2004,1301,2022)
hydro-price-row xyxy=(1035,2058,1301,2076)
hydro-price-values: 20 40 180 315 555 xyxy=(1193,2148,1301,2161)
stav-b-text4: Τὸ σχέδιον τῆς ἐπισκοπήσεως τῆς ἐνεργητικῆς καὶ παθητικῆς περιουσίας ἐδημοσιεύθη χθές. Ἀθῆναι τῇ 28 Μαΐου 1923. Κύριε συντάκτα, παρακαλοῦμεν ὅπως δημοσιεύσητε τὴν κατωτέρω διάψευσιν. xyxy=(1044,1434,1301,1538)
issue-month: ΜΑΪΟΥ xyxy=(111,166,155,180)
stav-b-text: Δικηγόρων καὶ τὴν ἐπιτροπὴν τῶν Πιστωτῶν Σταυροπούλου διὰ τὸν ἀπολογισμὸν τῆς περιουσίας του. Κατὰ τὰς αὐτὰς πληροφορίας τὸ ἐνεργητικὸν τοῦ Σταυροπούλου ἀνέρχεται εἰς τὰ 6 ἑκατομμύρια, τὸ δὲ παθητικὸν εἰς 2 ἑκατομμύρια. xyxy=(1044,1038,1301,1160)
latest-news-section xyxy=(766,52,1579,831)
ship-portolou-text: Τὸ ἀτμόπλοιον «ΑΓΙΟΣ ΙΩΑΝΝΗΣ» ἀναχωρεῖ Τρίτην 29 τρέχ. 7 μ.μ. διὰ Πάτρας, Ζάκυνθον, Ληξούριον καὶ Ἀργοστόλιον. Βλασσόπουλος — Κοττάκης, Πειραιεὺς, τηλ. 59. xyxy=(270,101,500,187)
cars-title: ΑΥΤΟΚΙΝΗΤΑ ΦΟΡΔ xyxy=(541,720,733,786)
hydro-price-values: 20 40 180 315 555 xyxy=(1193,2113,1301,2126)
eye-name: Μ. ΓΕΩΡΓΑΡΙΟΥ xyxy=(1369,1537,1527,1558)
cars-text: ΤΟ ΦΘΗΝΟΤΕΡΟΝ ΜΕΣΟΝ ΜΕΤΑΦΟΡΑΣ ΚΑΙ ΣΥΓΚΟΙΝΩΝΙΑΣ xyxy=(531,806,743,857)
ad-arianoutsos xyxy=(262,1355,756,1922)
hydro-price-table xyxy=(1035,1915,1301,2200)
storage-title: ΔΙΑΡΚΗΣ ΜΕΓΑΛΗ ΠΑΡΑΚΑΤΑΘΗΚΗ xyxy=(301,626,469,669)
doctor-theodoridis-addr: Ὁδὸς Τσαμαδοῦ ἀριθ. 1, Ὧραι 4—6 μ.μ. Ἀριθ. Τηλ. 30—68 xyxy=(22,1922,244,1950)
news-a-sub2: Η ΑΓΚΥΡΑ ΘΑ ΔΕΧΘΗ xyxy=(815,553,971,569)
hydro-price-values: 20 40 180 315 555 xyxy=(1193,2130,1301,2143)
storage-addr: ΟΔΟΣ ΚΑΠΟΔΙΣΤΡΙΟΥ 26 ΠΕΙΡΑΙΕΥΣ xyxy=(306,796,464,824)
hydro-price-label: Ἀλκαλικά xyxy=(1035,2076,1093,2091)
ad-heirs xyxy=(262,1914,752,2244)
doctor-theodoridis-line: Γυναικολόγος — Χειρουργὸς καὶ μαιευτήρ xyxy=(41,1879,225,1907)
hydro-price-row xyxy=(1035,2165,1301,2183)
agorai-text-2: ΕΞΟΧΙΚΗ ΟΙΚΙΑ ΚΑΙΝΟΥΡΓΗΣ πωλεῖται ἐν Μαρούσι ἀμέσως μετὰ κήπου. Πληροφορίαι Γεωργίου Ἀλεξάκου. xyxy=(20,1227,246,1296)
clinic-text: Ἡ χρονία βλεννόρροια διὰ τῆς μεθόδου τοῦ Συναφρηγγάρου Φιλαρετοπούλου. Ἡ Σύφιλις, διὰ τῆς ἀποτελεσματικωτάτης μεθόδου. Ἡ ἀνδρικὴ ἀνικανότης, διὰ τοῦ ὀρροῦ Φιλαρετοπούλου. Τὰ δερματικὰ νοσήματα. xyxy=(531,412,743,535)
mpoura-agency: Γενικὴ Διεύθυνσις Ἑλλάδος καὶ Ἀνατολῆς Κολοκοτρώνη 92 Πειραιεὺς xyxy=(282,1139,732,1155)
news-a-text1: Τηλεγραφοῦν ἐκ Λωζάννης ὅτι ἡ οἰκονομικὴ ἐπιτροπὴ θὰ συνέλθῃ ἐπισήμως εἰς συνεδρίασιν, σήμερον ὅπως ἀναγνωσθῇ τὴν ὁμολογίαν τοῦ κ. Βενιζέλου. Ὁ κ. Βενιζέλος ἐδήλωσεν ὅτι ὁ ἑλληνικὸς λαὸς ἐπιθυμεῖ τὴν εἰρήνην καὶ ὅτι ὁ Ἑλλὰς παρακινεῖ τὴν πόλιν τῆς Καραγάτς. xyxy=(766,294,1021,434)
ari-main: ΤΗΝ ΔΙΑΤΙΜΗΣΙΝ xyxy=(281,1407,737,1584)
news-a-text3: ΠΑΡΙΣΙΟΙ, 28 Μαΐου. — Κατὰ τηλεγράφημα ἐκ Κωνσταντινουπόλεως, «Συμβολαῖον» τῶν ἐπιτρόπων καὶ Ἐπικυρωτικὸν στρατοῦ διεκήρυξε ὅτι ἡ Ἄγκυρα θὰ δεχθῇ τοὺς ὅρους. xyxy=(766,574,1021,661)
tram-sub: ΕΡΓΟΣΤΑΣΙΟΝ ΚΟΡΝΙΖΩΝ xyxy=(570,572,704,610)
hydro-footer: Ἐπιτρέπεται δὲ νὰ προσφέρουν συνεχῶς ἀναπαύσεις. Διὰ τὰς εἰσόδους εἰς τὰ Τουρκικὰ λουτρὰ διακρίνονται καθ' ἑκάστην Τετάρτην, Πέμπτην καὶ Σάββατον. xyxy=(1035,2205,1301,2292)
tram-title: ΗΛΕΚΤΡΟΚΙΝΗΤΟΝ xyxy=(565,555,709,571)
hydro-price-label: Ἁλατοῦχα λουτρά xyxy=(1035,2023,1140,2038)
mil-title2: ΚΑΙ ΣΤΡΑΤΙΩΤΙΚΟΣ ΔΙΟΙΚΗΤΗΣ xyxy=(1337,935,1559,952)
ari-pre: ΕΙΣ ΟΛΑ ΤΑ ΕΙΔΗ xyxy=(271,1364,747,1394)
stav-b-text3: Οἱ δανεισταὶ καὶ οἱ πελάται τοῦ Σταυροπούλου ἰσχυρίζονται ὅτι ἡ ὅλη ὑπόθεσις θὰ τακτοποιηθῇ. Κατὰ τὸν κ. Κρεμῆ εἶναι 2.152 ἑκατομμύρια καὶ τὸ ὅλον ἐνεργητικὸν 1.890.000 δραχμάς. xyxy=(1044,1318,1301,1405)
school-text: Ἀρχιτέκτονος 1. Φιλαθαίων. Ἐγγραφαὶ πρὸς ἐπαρχίας τῆς Γουλίου. Πληροφορίαι καὶ ἐγγραφαὶ καθ' ἑκάστην. xyxy=(27,1576,239,1645)
news-c-sub1: ΣΚΕΨΙΣ ΤΟΥ ΓΑΛΛΙΚΟΥ ΤΥΠΟΥ xyxy=(1340,387,1562,403)
news-a-text2: ΠΑΡΙΣΙΟΙ, 28 Μαΐου. — Ἀγγέλλεται ἐκ Λωζάννης ὅτι ὁ Ἰσμὲτ πασσᾶς ἐπισκεφθεὶς χθὲς τὸν Συμμαχικὸν ἀντιπρόσωπον ἐξήτησε τὴν ταχεῖαν λύσιν τῶν ζητημάτων. xyxy=(766,461,1021,548)
cars-company: H.J. WOODLEY & Co xyxy=(531,895,743,918)
stav-a-text: Ἡ ἔρευνα ἐπὶ τῶν βιβλίων τοῦ κατασκευαστοῦ Σταυροπούλου ἐπερατώθη καὶ χθὲς καθ' ὅλην τὴν ἡμέραν. Ὁ ἀνακριτὴς τοῦ πρώτου τμήματος κ. Τουμπάκιδης, μεταβὰς εἰς τὰ γραφεῖα τοῦ Β' τμήματος Καταθέσεως, εὑρέθη πρὸ τῆς ἀποφάσεως τοῦ κατηγορουμένου κ. Αὐδῆ, ἐξήλεγξε τὰ βιβλία τοῦ κατηγορουμένου Σταυροπούλου. Κατόπιν προσέτι τὸ ἐνεργητικὸν τῆς περιουσίας τοῦ Σταυροπούλου ἀνέρχεται εἰς 2.192 ἑκατομμύρια. Ἀναγνωσθέντος τοῦ ἐγγράφου τοῦ Ταμείου Παρακαταθηκῶν, ὁ κ. Σταυρόπουλος ἐζήτησε τὴν ἀπαλλαγήν του. xyxy=(766,1038,1022,1337)
heirs-title1: ΑΠΕΔΕΙΧΘΗ ΠΛΕΟΝ ΟΤΙ ΥΠΕΡΑΝΩ ΟΛΩΝ ΕΙΝΕ ΟΙ xyxy=(278,1914,736,1935)
hotel-text: Ἐν Λουτρακίῳ. Κεντρικὴ Διεύθυνσις ΞΕΝΟΔΟΧΕΙΟΝ «Ἀθῆναι» ἐν Ἀθήναις xyxy=(26,1808,240,1836)
doctor-theodoridis-sub: ΕΓΧΕΙΡΗΣΕΙΣ ΓΥΝΑΙΚΟΛΟΓΙΚΑΙ xyxy=(31,1908,235,1922)
ad-lesmonimenoi-title: ΛΗΣΜΟΝΗΜΕΝΟΙ xyxy=(68,921,198,937)
doctor-smantellos-name: Ἰατρός Θ. ΣΜΑΝΤΕΛΛΟΣ xyxy=(45,1311,221,1327)
news-b-text2: ΛΟΝΔΙΝΟΝ, 28 Μαΐου. — Ὁ γενικὸς τόνος τοῦ ἀγγλικοῦ Τύπου συνοψίζει τὴν εὐχὴν τῆς ταχείας ὑπογραφῆς τῆς εἰρήνης ἐν Λωζάννῃ. Τὰ φύλλα πιστεύουν ὅτι ἡ εἰρήνη εἶναι πλέον ἐξησφαλισμένη. xyxy=(1044,461,1300,566)
news-a-sub1: ΤΙ ΖΗΤΕΙ Ο ΙΣΜΕΤ xyxy=(826,439,960,455)
hydro-price-row xyxy=(1035,1951,1301,1969)
mil-text: Ἔχοντες ὑπ' ὄψιν τὸ ἄρθρον 2 τοῦ Β. Διατάγματος, τὴν ἐκδίδομεν καὶ ἐπιβάλλομεν τὰς ποινὰς ἀπὸ 1ης Ἰουνίου πρὸς τὰς ὑποκειμένας εἰς ἐπιστράτευσιν ὑποχρεώσεις τῶν ἐφέδρων. Ἀθῆναι, 21 Μαΐου 1923. xyxy=(1317,971,1579,1076)
